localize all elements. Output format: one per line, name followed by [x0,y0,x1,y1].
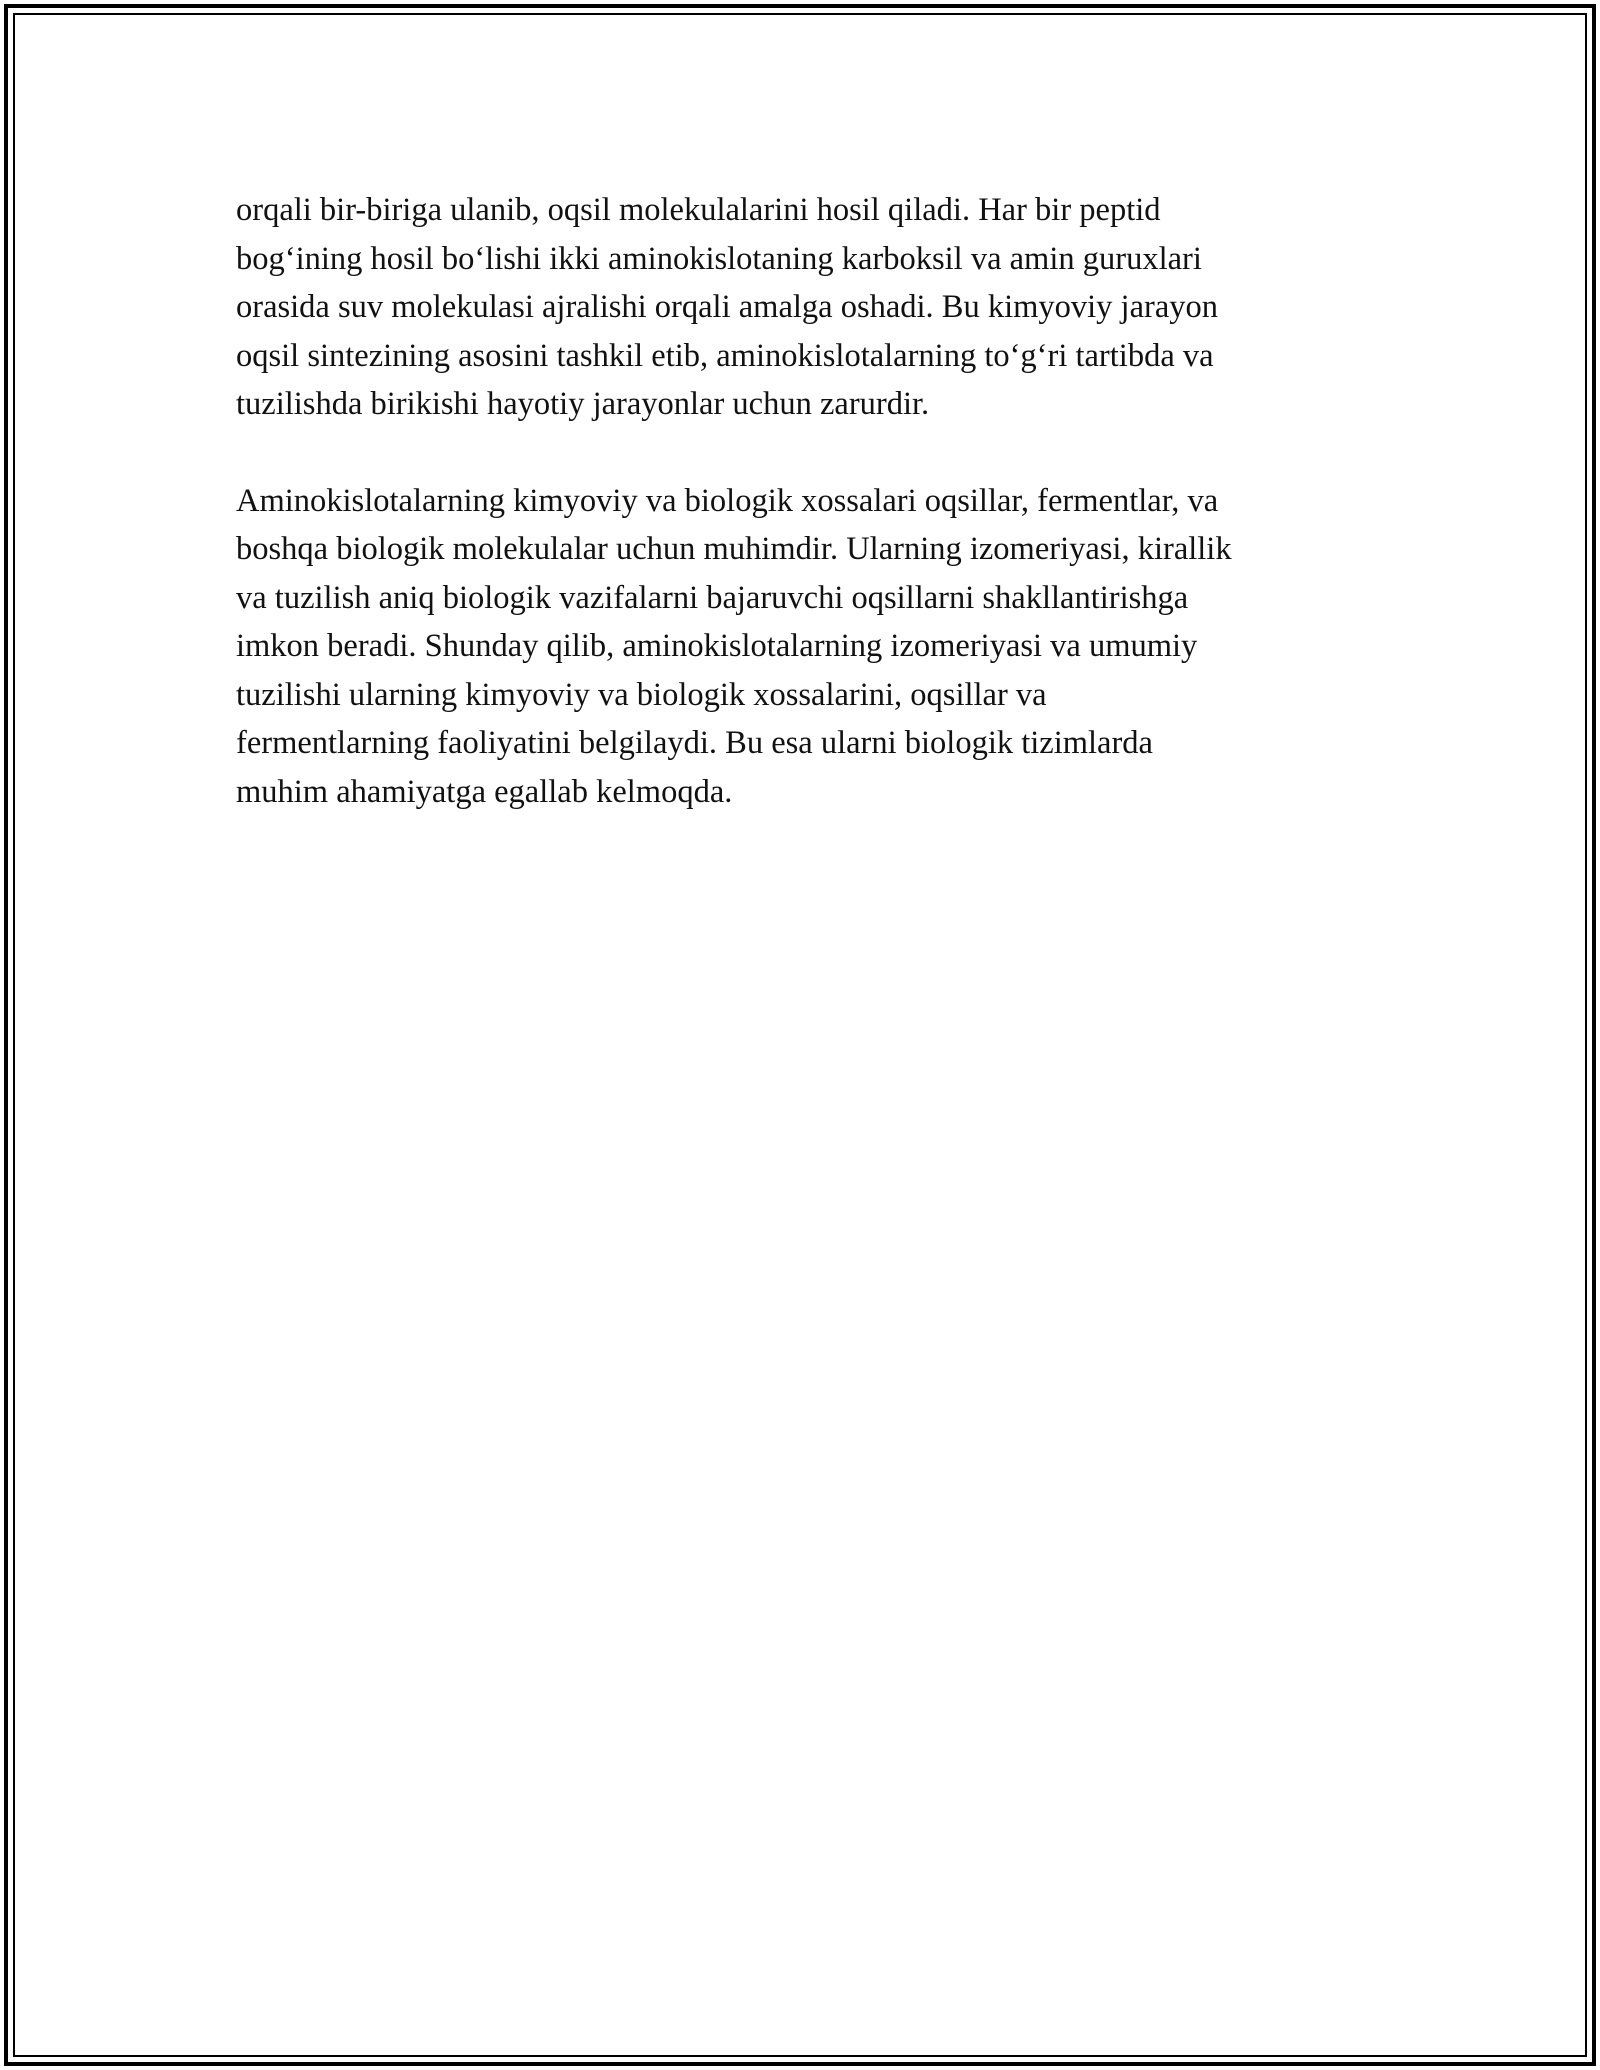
text-line: muhim ahamiyatga egallab kelmoqda. [236,773,733,810]
paragraph-amino-acid-properties [236,477,1386,817]
document-body [236,186,1386,864]
text-line: tuzilishda birikishi hayotiy jarayonlar uchun zarurdir. [236,386,930,422]
text-line: imkon beradi. Shunday qilib, aminokislotalarning izomeriyasi va umumiy [236,628,1198,664]
text-line: oqsil sintezining asosini tashkil etib, aminokislotalarning to‘g‘ri tartibda va [236,337,1214,374]
text-line: tuzilishi ularning kimyoviy va biologik xossalarini, oqsillar va [236,676,1047,713]
text-line: bog‘ining hosil bo‘lishi ikki aminokislotaning karboksil va amin guruxlari [236,240,1202,277]
text-line: va tuzilish aniq biologik vazifalarni bajaruvchi oqsillarni shakllantirishga [236,579,1189,616]
paragraph-peptide-bond [236,186,1386,429]
text-line: orqali bir-biriga ulanib, oqsil molekulalarini hosil qiladi. Har bir peptid [236,192,1161,228]
text-line: Aminokislotalarning kimyoviy va biologik xossalari oqsillar, fermentlar, va [236,482,1219,519]
text-line: orasida suv molekulasi ajralishi orqali amalga oshadi. Bu kimyoviy jarayon [236,289,1219,325]
text-line: fermentlarning faoliyatini belgilaydi. Bu esa ularni biologik tizimlarda [236,725,1153,761]
text-line: boshqa biologik molekulalar uchun muhimdir. Ularning izomeriyasi, kirallik [236,531,1232,567]
